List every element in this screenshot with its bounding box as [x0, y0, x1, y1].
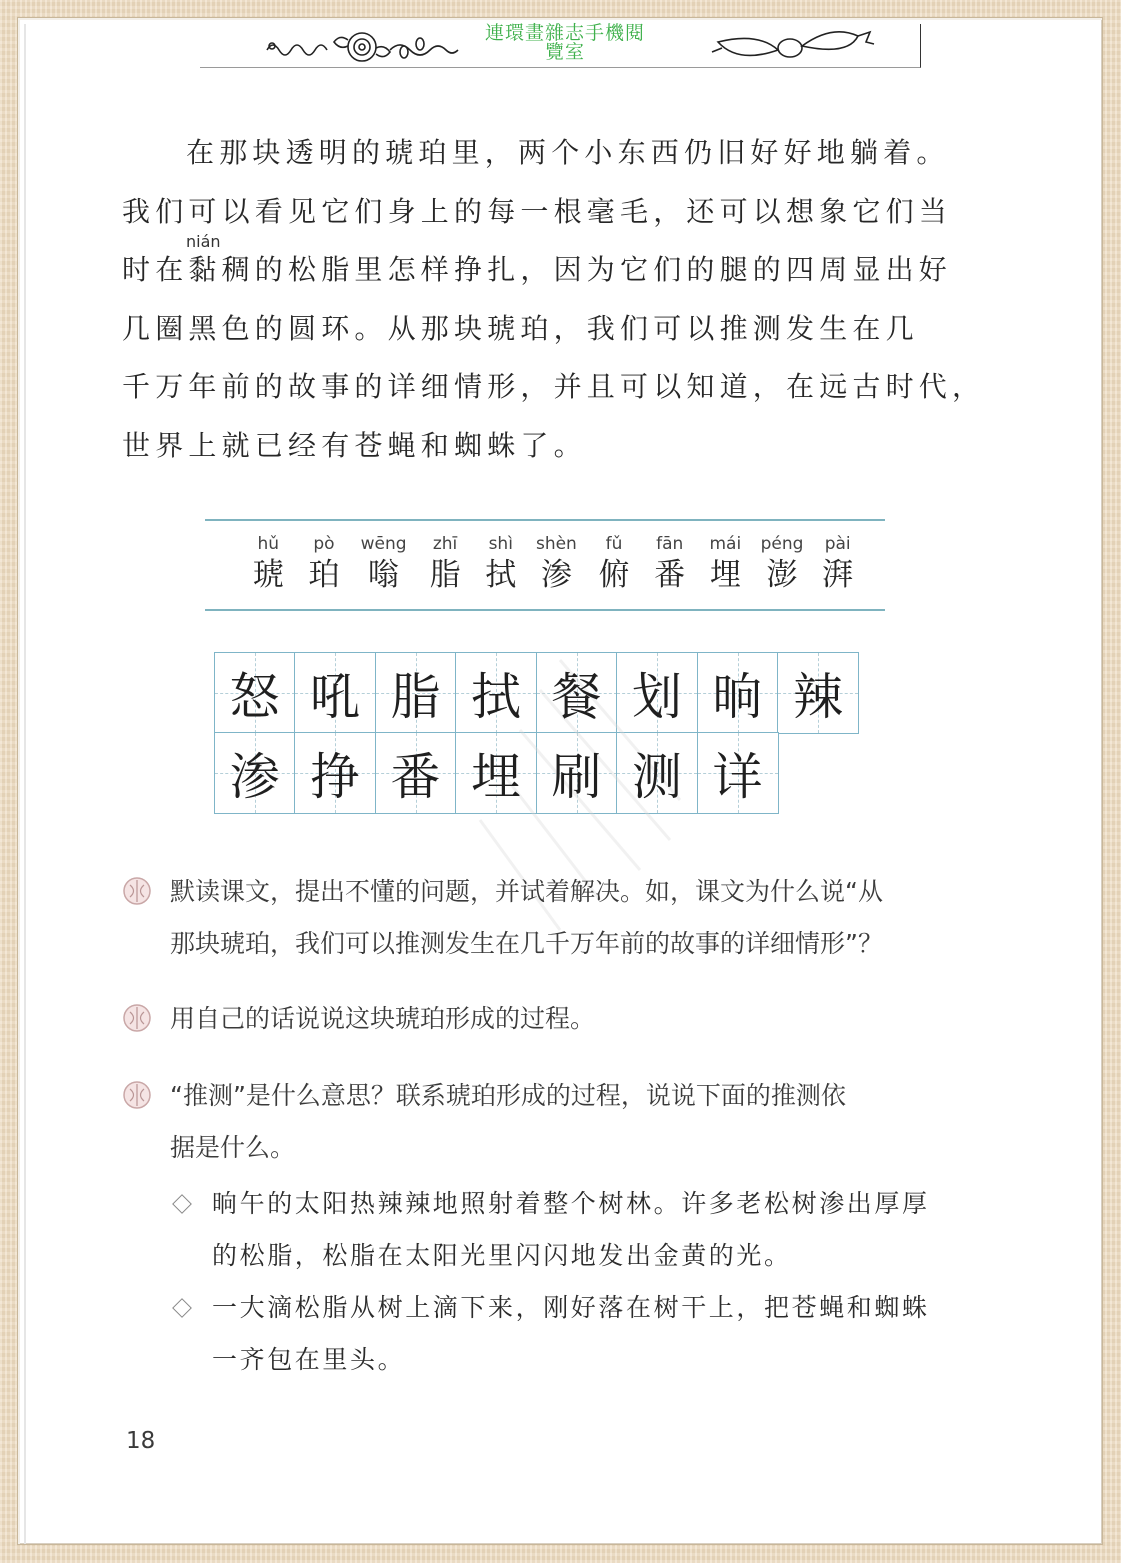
- grid-row-2: [215, 734, 859, 815]
- vocab-pinyin: pài: [824, 534, 851, 554]
- grid-character: 晌: [712, 667, 763, 726]
- grid-character: 刷: [551, 748, 602, 806]
- diamond-bullet-icon: [172, 1298, 192, 1318]
- grid-cell: [455, 652, 537, 734]
- page-number: 18: [126, 1428, 156, 1454]
- vocab-hanzi: 琥: [252, 557, 284, 593]
- vocab-word: [240, 533, 297, 595]
- vocab-word: [810, 533, 865, 595]
- grid-character: 划: [632, 667, 682, 726]
- passage: [122, 124, 986, 475]
- seal-bullet-icon: [122, 876, 152, 906]
- grid-cell: [616, 652, 698, 734]
- vocab-hanzi: 俯: [598, 557, 630, 593]
- vocab-hanzi: 嗡: [368, 557, 400, 593]
- character-writing-grid: [215, 653, 859, 814]
- pinyin-annotation: nián: [186, 232, 221, 251]
- grid-row-1: [215, 653, 859, 734]
- passage-line: 在那块透明的琥珀里，两个小东西仍旧好好地躺着。: [186, 136, 950, 169]
- inference-text: 晌午的太阳热辣辣地照射着整个树林。许多老松树渗出厚厚: [212, 1189, 930, 1218]
- grid-character: 吼: [310, 667, 360, 726]
- vocab-word: [642, 533, 697, 595]
- grid-cell: [375, 652, 457, 734]
- vocab-pinyin: fǔ: [605, 534, 623, 554]
- inference-item-2: [170, 1282, 990, 1386]
- passage-line: 世界上就已经有苍蝇和蜘蛛了。: [122, 428, 587, 462]
- grid-cell: [455, 732, 537, 814]
- grid-character: 辣: [793, 667, 843, 726]
- seal-bullet-icon: [122, 1003, 152, 1033]
- grid-character: 详: [712, 748, 763, 806]
- grid-cell: [697, 652, 779, 734]
- vocab-hanzi: 珀: [308, 557, 340, 593]
- grid-character: 餐: [551, 667, 602, 726]
- vocab-word: [351, 533, 415, 595]
- grid-character: 测: [632, 748, 682, 806]
- vocab-pinyin: pò: [313, 534, 335, 554]
- vocab-pinyin: shèn: [535, 534, 577, 554]
- grid-cell: [536, 652, 618, 734]
- question-text: 据是什么。: [170, 1133, 296, 1162]
- vocabulary-list: [240, 533, 865, 595]
- grid-cell: [294, 732, 376, 814]
- grid-cell: [697, 732, 779, 814]
- diamond-bullet-icon: [172, 1194, 192, 1214]
- grid-character: 拭: [471, 667, 521, 726]
- passage-line: 千万年前的故事的详细情形，并且可以知道，在远古时代，: [122, 370, 986, 403]
- grid-cell: [214, 732, 296, 814]
- question-text: “推测”是什么意思？联系琥珀形成的过程，说说下面的推测依: [170, 1081, 846, 1110]
- grid-character: 怒: [229, 667, 280, 726]
- vocab-pinyin: hǔ: [257, 534, 280, 554]
- vocab-hanzi: 渗: [540, 557, 572, 593]
- grid-cell: [375, 732, 457, 814]
- vocab-word: [416, 533, 475, 595]
- vocab-pinyin: fān: [656, 534, 684, 554]
- grid-cell: [536, 732, 618, 814]
- vocab-word: [586, 533, 643, 595]
- banner-title: [400, 24, 730, 62]
- grid-character: 番: [390, 748, 441, 806]
- banner-title-line1: 連環畫雜志手機閱: [484, 22, 645, 44]
- vocabulary-bar: [205, 519, 885, 611]
- passage-line-text: 时在黏稠的松脂里怎样挣扎，因为它们的腿的四周显出好: [122, 253, 953, 286]
- seal-bullet-icon: [122, 1080, 152, 1110]
- passage-line: 我们可以看见它们身上的每一根毫毛，还可以想象它们当: [122, 194, 953, 228]
- header-banner: [200, 24, 921, 68]
- passage-line-with-ruby: [122, 232, 982, 300]
- inference-text: 的松脂，松脂在太阳光里闪闪地发出金黄的光。: [212, 1241, 792, 1270]
- vocab-word: [697, 533, 754, 595]
- grid-character: 渗: [229, 748, 280, 806]
- vocab-hanzi: 番: [654, 557, 686, 593]
- question-2: [120, 993, 595, 1045]
- vocab-pinyin: wēng: [360, 534, 407, 554]
- question-text: 默读课文，提出不懂的问题，并试着解决。如，课文为什么说“从: [170, 877, 883, 906]
- vocab-hanzi: 拭: [485, 557, 517, 593]
- vocab-hanzi: 澎: [766, 557, 798, 593]
- vocab-pinyin: zhī: [432, 534, 458, 554]
- question-text: 用自己的话说说这块琥珀形成的过程。: [170, 1004, 596, 1033]
- grid-cell: [777, 652, 859, 734]
- grid-character: 脂: [390, 667, 441, 726]
- inference-items: [170, 1178, 990, 1386]
- inference-item-1: [170, 1178, 990, 1282]
- vocab-word: [527, 533, 586, 595]
- passage-line: 几圈黑色的圆环。从那块琥珀，我们可以推测发生在几: [122, 311, 919, 345]
- grid-character: 埋: [471, 748, 521, 806]
- vocab-pinyin: péng: [760, 534, 804, 554]
- question-3: [120, 1070, 846, 1174]
- inference-text: 一齐包在里头。: [212, 1345, 406, 1374]
- ribbon-bow-icon: [708, 28, 878, 64]
- vocab-hanzi: 埋: [709, 557, 741, 593]
- grid-cell: [616, 732, 698, 814]
- grid-character: 挣: [310, 748, 360, 806]
- vocab-pinyin: shì: [488, 534, 513, 554]
- inference-text: 一大滴松脂从树上滴下来，刚好落在树干上，把苍蝇和蜘蛛: [212, 1293, 930, 1322]
- vocab-word: [297, 533, 352, 595]
- grid-cell: [214, 652, 296, 734]
- vocab-hanzi: 湃: [822, 557, 854, 593]
- vocab-hanzi: 脂: [429, 557, 461, 593]
- question-text: 那块琥珀，我们可以推测发生在几千万年前的故事的详细情形”？: [170, 929, 883, 958]
- vocab-word: [474, 533, 527, 595]
- vocab-word: [754, 533, 811, 595]
- vocab-pinyin: mái: [709, 534, 742, 554]
- banner-title-line2: 覽室: [544, 41, 585, 63]
- question-1: [120, 866, 883, 970]
- grid-cell: [294, 652, 376, 734]
